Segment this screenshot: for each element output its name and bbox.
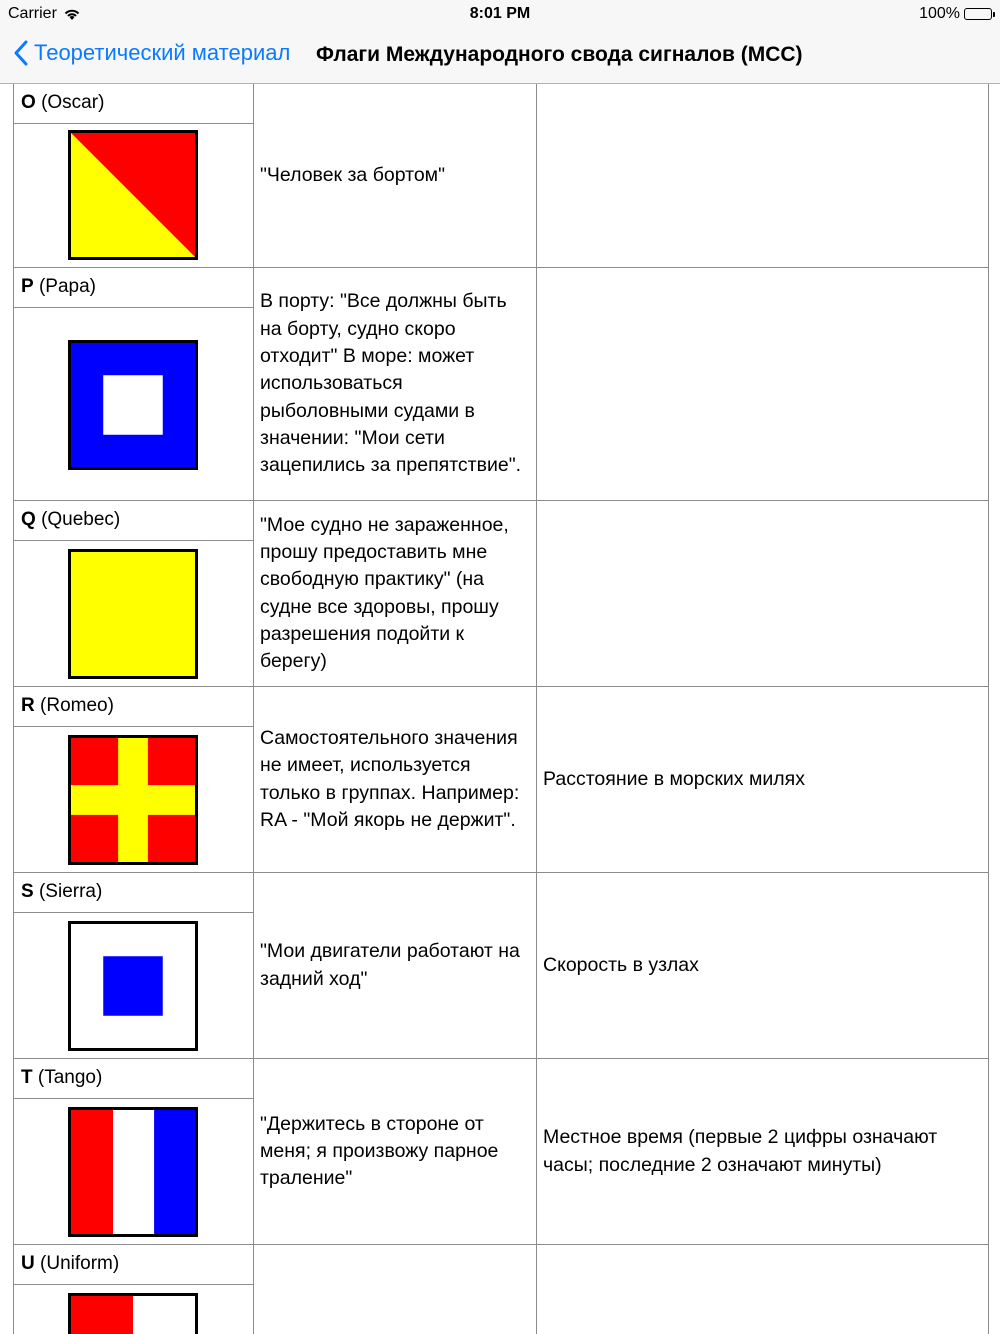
numeric-meaning-text — [537, 268, 988, 500]
flag-name: (Uniform) — [40, 1253, 120, 1274]
meaning-text: "Человек за бортом" — [260, 163, 446, 186]
table-row — [14, 268, 988, 501]
flag-header — [14, 1245, 254, 1285]
table-row — [14, 501, 988, 687]
numeric-meaning-text — [537, 84, 988, 267]
meaning-text: Самостоятельного значения не имеет, используется только в группах. Например: RA - "Мой якорь не держит". — [260, 726, 520, 831]
meaning-cell — [254, 687, 537, 872]
flag-letter: T — [21, 1067, 33, 1088]
flag-name: (Sierra) — [38, 881, 103, 902]
flag-header — [14, 501, 254, 541]
meaning-cell — [254, 1059, 537, 1244]
status-bar — [0, 0, 1000, 28]
flag-quebec-image — [68, 549, 198, 679]
numeric-meaning-cell — [537, 1059, 988, 1244]
table-row — [14, 1059, 988, 1245]
meaning-text: "Мое судно не зараженное, прошу предоставить мне свободную практику" (на судне все здоровы, прошу разрешения подойти к берегу) — [260, 513, 509, 673]
meaning-text: В порту: "Все должны быть на борту, судно скоро отходит" В море: может использоваться рыболовными судами в значении: "Мои сети зацепились за препятствие". — [260, 290, 522, 477]
numeric-meaning-text — [537, 1245, 988, 1334]
flag-cell — [14, 1245, 254, 1334]
numeric-meaning-cell — [537, 501, 988, 686]
table-row — [14, 1245, 988, 1334]
flag-header — [14, 268, 254, 308]
flag-cell — [14, 268, 254, 500]
flag-header — [14, 873, 254, 913]
meaning-cell — [254, 268, 537, 500]
numeric-meaning-text: Местное время (первые 2 цифры означают часы; последние 2 означают минуты) — [543, 1126, 938, 1176]
numeric-meaning-cell — [537, 268, 988, 500]
numeric-meaning-cell — [537, 873, 988, 1058]
table-row — [14, 873, 988, 1059]
flag-name: (Quebec) — [41, 509, 121, 530]
flag-cell — [14, 873, 254, 1058]
meaning-cell — [254, 84, 537, 267]
battery-label: 100% — [919, 5, 960, 22]
flag-letter: Q — [21, 509, 36, 530]
meaning-text — [254, 1245, 536, 1334]
numeric-meaning-text — [537, 501, 988, 686]
back-button[interactable] — [14, 40, 290, 66]
flag-cell — [14, 84, 254, 267]
numeric-meaning-text: Расстояние в морских милях — [543, 767, 805, 790]
carrier-label: Carrier — [8, 5, 57, 22]
flag-letter: U — [21, 1253, 35, 1274]
flag-header — [14, 687, 254, 727]
numeric-meaning-cell — [537, 84, 988, 267]
flag-name: (Papa) — [38, 276, 96, 297]
flag-uniform-image — [68, 1293, 198, 1334]
flag-letter: P — [21, 276, 34, 297]
status-time: 8:01 PM — [469, 5, 531, 22]
numeric-meaning-cell — [537, 1245, 988, 1334]
table-row — [14, 84, 988, 268]
chevron-left-icon — [14, 40, 28, 66]
battery-icon — [964, 8, 992, 20]
meaning-text: "Мои двигатели работают на задний ход" — [260, 940, 520, 990]
flag-romeo-image — [68, 735, 198, 865]
flag-name: (Oscar) — [41, 92, 105, 113]
meaning-cell — [254, 1245, 537, 1334]
flag-cell — [14, 1059, 254, 1244]
meaning-text: "Держитесь в стороне от меня; я произвожу парное траление" — [260, 1112, 499, 1190]
flag-tango-image — [68, 1107, 198, 1237]
flag-header — [14, 84, 254, 124]
flag-letter: R — [21, 695, 35, 716]
flag-header — [14, 1059, 254, 1099]
numeric-meaning-text: Скорость в узлах — [543, 953, 699, 976]
status-right — [919, 5, 992, 23]
flag-sierra-image — [68, 921, 198, 1051]
navigation-bar — [0, 28, 1000, 84]
flag-oscar-image — [68, 130, 198, 260]
flag-letter: S — [21, 881, 34, 902]
page-title: Флаги Международного свода сигналов (МСС) — [316, 43, 803, 66]
numeric-meaning-cell — [537, 687, 988, 872]
flag-cell — [14, 687, 254, 872]
flag-name: (Tango) — [37, 1067, 103, 1088]
table-row — [14, 687, 988, 873]
back-button-label: Теоретический материал — [34, 40, 291, 65]
meaning-cell — [254, 873, 537, 1058]
flag-name: (Romeo) — [40, 695, 114, 716]
flag-letter: O — [21, 92, 36, 113]
flags-table[interactable] — [13, 84, 989, 1334]
flag-cell — [14, 501, 254, 686]
flag-papa-image — [68, 340, 198, 470]
meaning-cell — [254, 501, 537, 686]
